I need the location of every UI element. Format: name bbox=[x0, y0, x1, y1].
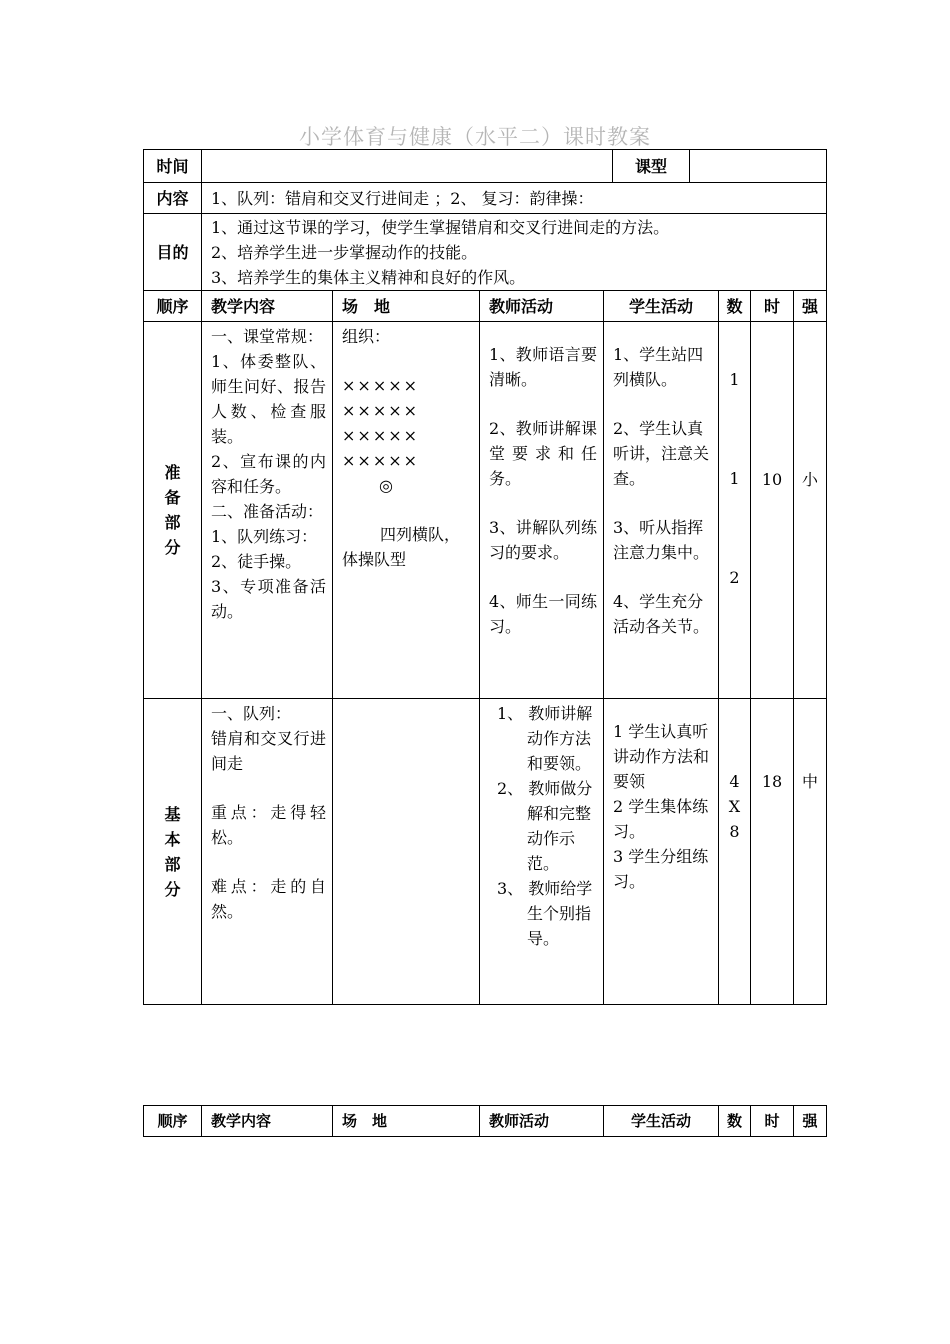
prep-content-line: 1、体委整队、师生问好、报告人数、检查服装。 bbox=[211, 352, 326, 446]
student-step: 1 学生认真听讲动作方法和要领 bbox=[613, 722, 710, 791]
goal-list bbox=[202, 214, 827, 291]
prep-content-line: 3、专项准备活动。 bbox=[211, 577, 326, 621]
time-label: 时间 bbox=[144, 150, 202, 183]
student-step: 4、学生充分活动各关节。 bbox=[613, 592, 710, 636]
prep-content-line: 2、宣布课的内容和任务。 bbox=[211, 452, 326, 496]
col-venue: 场 地 bbox=[333, 291, 480, 322]
basic-content-item: 错肩和交叉行进间走 bbox=[211, 729, 326, 773]
student-step: 2、学生认真听讲，注意关查。 bbox=[613, 419, 710, 488]
prep-venue bbox=[333, 322, 480, 699]
formation-row: ××××× bbox=[342, 426, 420, 445]
basic-content-title: 一、队列： bbox=[211, 704, 292, 723]
prep-intensity: 小 bbox=[794, 322, 827, 699]
venue-label: 组织： bbox=[342, 327, 391, 346]
prep-time: 10 bbox=[751, 322, 794, 699]
col-intensity: 强 bbox=[794, 1106, 827, 1137]
teacher-step: 3、 教师给学生个别指导。 bbox=[497, 879, 593, 948]
basic-intensity: 中 bbox=[794, 699, 827, 1005]
basic-focus: 重点：走得轻松。 bbox=[211, 803, 326, 847]
col-teacher: 教师活动 bbox=[480, 1106, 604, 1137]
col-intensity: 强 bbox=[794, 291, 827, 322]
col-order: 顺序 bbox=[144, 291, 202, 322]
basic-time: 18 bbox=[751, 699, 794, 1005]
teacher-step: 2、 教师做分解和完整动作示范。 bbox=[497, 779, 593, 873]
prep-count: 1 1 2 bbox=[719, 322, 751, 699]
prep-student bbox=[604, 322, 719, 699]
teacher-step: 1、 教师讲解动作方法和要领。 bbox=[497, 704, 593, 773]
content-value: 1、队列：错肩和交叉行进间走 ；2、 复习：韵律操： bbox=[202, 183, 827, 214]
time-value bbox=[202, 150, 613, 183]
basic-section-label: 基 本 部 分 bbox=[144, 699, 202, 1005]
prep-content-line: 2、徒手操。 bbox=[211, 552, 302, 571]
prep-content-line: 一、课堂常规： bbox=[211, 327, 324, 346]
student-step: 3、听从指挥注意力集中。 bbox=[613, 518, 710, 562]
basic-count: 4 X 8 bbox=[719, 699, 751, 1005]
col-count: 数 bbox=[719, 291, 751, 322]
prep-content-line: 1、队列练习： bbox=[211, 527, 318, 546]
goal-item: 3、培养学生的集体主义精神和良好的作风。 bbox=[211, 268, 526, 287]
teacher-position-icon: ◎ bbox=[379, 476, 393, 495]
lesson-header-table bbox=[143, 149, 827, 291]
col-count: 数 bbox=[719, 1106, 751, 1137]
col-venue: 场 地 bbox=[333, 1106, 480, 1137]
teacher-step: 3、讲解队列练习的要求。 bbox=[489, 518, 597, 562]
student-step: 3 学生分组练习。 bbox=[613, 847, 709, 891]
col-teacher: 教师活动 bbox=[480, 291, 604, 322]
basic-difficulty: 难点：走的自然。 bbox=[211, 877, 326, 921]
continuation-header-table bbox=[143, 1105, 827, 1137]
prep-content-line: 二、准备活动： bbox=[211, 502, 324, 521]
prep-section-label: 准 备 部 分 bbox=[144, 322, 202, 699]
formation-row: ××××× bbox=[342, 451, 420, 470]
lesson-plan-table bbox=[143, 290, 827, 1005]
goal-item: 1、通过这节课的学习，使学生掌握错肩和交叉行进间走的方法。 bbox=[211, 218, 670, 237]
basic-teacher bbox=[480, 699, 604, 1005]
col-time: 时 bbox=[751, 1106, 794, 1137]
goal-label: 目的 bbox=[144, 214, 202, 291]
basic-student bbox=[604, 699, 719, 1005]
col-student: 学生活动 bbox=[604, 291, 719, 322]
content-label: 内容 bbox=[144, 183, 202, 214]
venue-note: 四列横队，体操队型 bbox=[342, 525, 461, 569]
page-title: 小学体育与健康（水平二）课时教案 bbox=[299, 125, 651, 149]
teacher-step: 4、师生一同练习。 bbox=[489, 592, 597, 636]
formation-row: ××××× bbox=[342, 376, 420, 395]
goal-item: 2、培养学生进一步掌握动作的技能。 bbox=[211, 243, 478, 262]
lesson-type-label: 课型 bbox=[613, 150, 690, 183]
basic-content bbox=[202, 699, 333, 1005]
teacher-step: 1、教师语言要清晰。 bbox=[489, 345, 597, 389]
col-content: 教学内容 bbox=[202, 291, 333, 322]
prep-content bbox=[202, 322, 333, 699]
col-student: 学生活动 bbox=[604, 1106, 719, 1137]
teacher-step: 2、教师讲解课堂要求和任务。 bbox=[489, 419, 597, 488]
col-content: 教学内容 bbox=[202, 1106, 333, 1137]
student-step: 1、学生站四列横队。 bbox=[613, 345, 704, 389]
prep-teacher bbox=[480, 322, 604, 699]
student-step: 2 学生集体练习。 bbox=[613, 797, 709, 841]
lesson-type-value bbox=[690, 150, 827, 183]
col-order: 顺序 bbox=[144, 1106, 202, 1137]
formation-row: ××××× bbox=[342, 401, 420, 420]
col-time: 时 bbox=[751, 291, 794, 322]
basic-venue bbox=[333, 699, 480, 1005]
